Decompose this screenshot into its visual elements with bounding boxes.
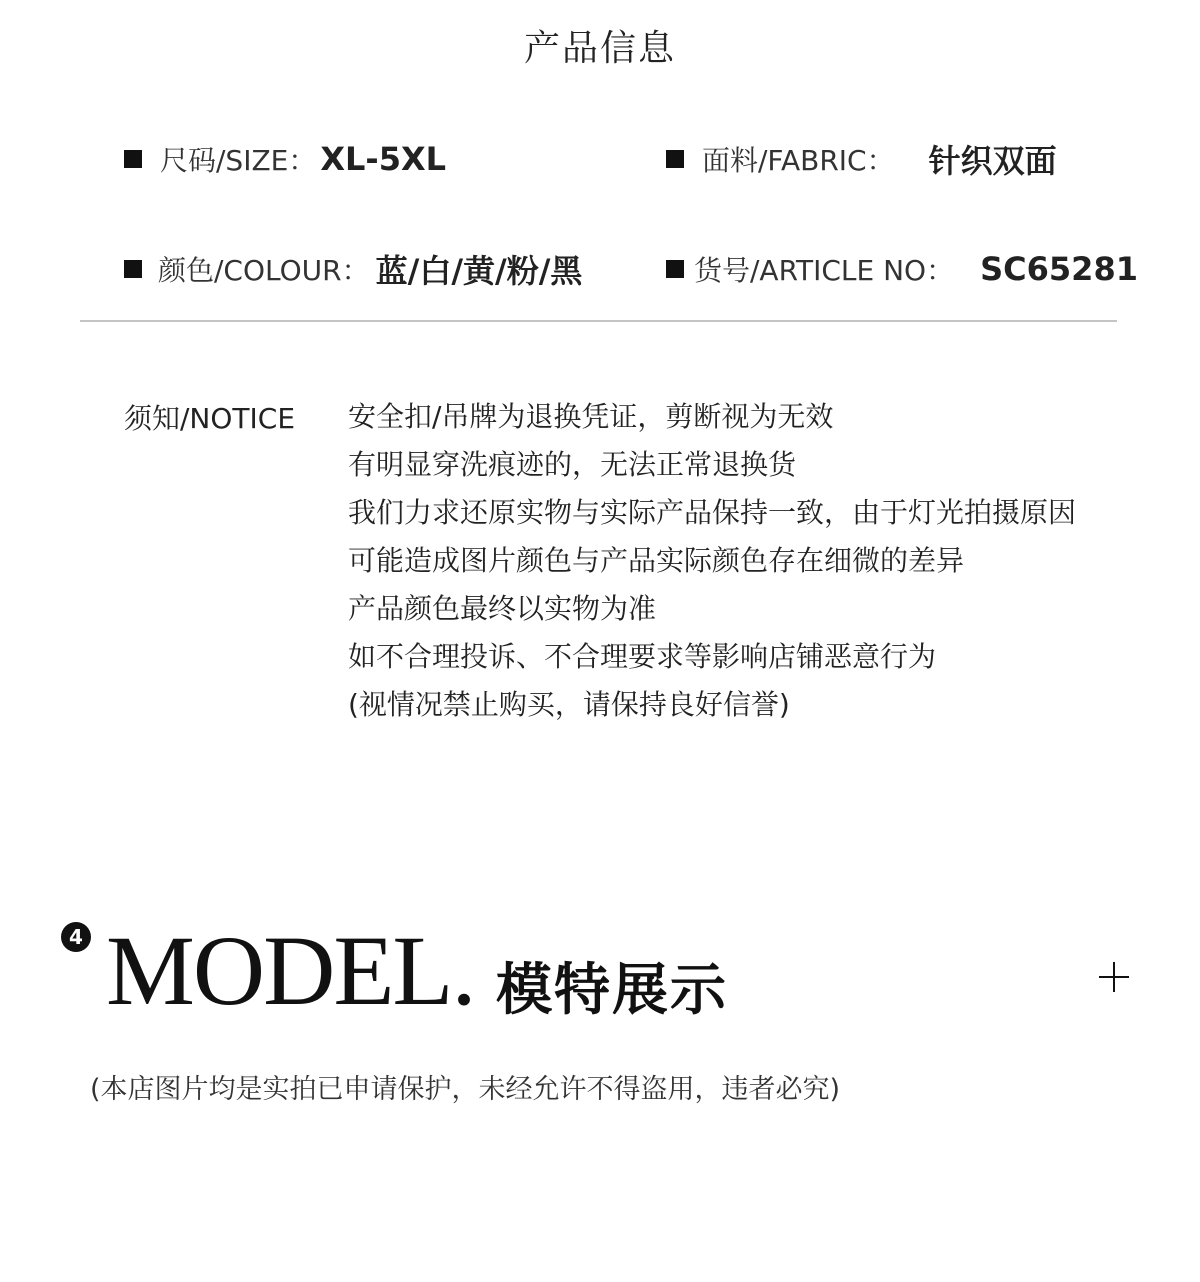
notice-line: 产品颜色最终以实物为准 bbox=[348, 592, 657, 625]
notice-line: 可能造成图片颜色与产品实际颜色存在细微的差异 bbox=[348, 544, 965, 577]
spec-size-value: XL-5XL bbox=[320, 140, 447, 178]
notice-line: 如不合理投诉、不合理要求等影响店铺恶意行为 bbox=[348, 640, 937, 673]
spec-colour bbox=[124, 247, 582, 291]
model-title-cn: 模特展示 bbox=[496, 958, 728, 1023]
notice-label: 须知/NOTICE bbox=[124, 402, 296, 435]
plus-icon[interactable] bbox=[1099, 962, 1129, 992]
square-bullet-icon bbox=[666, 260, 684, 278]
page-title: 产品信息 bbox=[523, 28, 676, 69]
square-bullet-icon bbox=[666, 150, 684, 168]
notice-line: 我们力求还原实物与实际产品保持一致，由于灯光拍摄原因 bbox=[348, 496, 1077, 529]
spec-article-label: 货号/ARTICLE NO： bbox=[694, 254, 955, 287]
spec-fabric-value: 针织双面 bbox=[928, 142, 1057, 180]
copyright-notice: (本店图片均是实拍已申请保护，未经允许不得盗用，违者必究) bbox=[90, 1074, 841, 1105]
notice-list bbox=[348, 393, 1148, 729]
spec-fabric bbox=[666, 137, 1057, 181]
notice-line: 安全扣/吊牌为退换凭证，剪断视为无效 bbox=[348, 400, 834, 433]
notice-line: (视情况禁止购买，请保持良好信誉) bbox=[348, 688, 790, 721]
spec-article bbox=[666, 247, 1138, 291]
spec-article-value: SC65281 bbox=[980, 250, 1138, 288]
spec-colour-value: 蓝/白/黄/粉/黑 bbox=[375, 252, 583, 290]
square-bullet-icon bbox=[124, 260, 142, 278]
spec-colour-label: 颜色/COLOUR： bbox=[158, 254, 370, 287]
section-divider bbox=[80, 320, 1117, 322]
notice-line: 有明显穿洗痕迹的，无法正常退换货 bbox=[348, 448, 797, 481]
spec-size-label: 尺码/SIZE： bbox=[160, 144, 317, 177]
model-title-en: MODEL. bbox=[106, 915, 475, 1026]
section-number-badge: 4 bbox=[61, 922, 91, 952]
square-bullet-icon bbox=[124, 150, 142, 168]
spec-size bbox=[124, 137, 446, 181]
spec-fabric-label: 面料/FABRIC： bbox=[702, 144, 895, 177]
